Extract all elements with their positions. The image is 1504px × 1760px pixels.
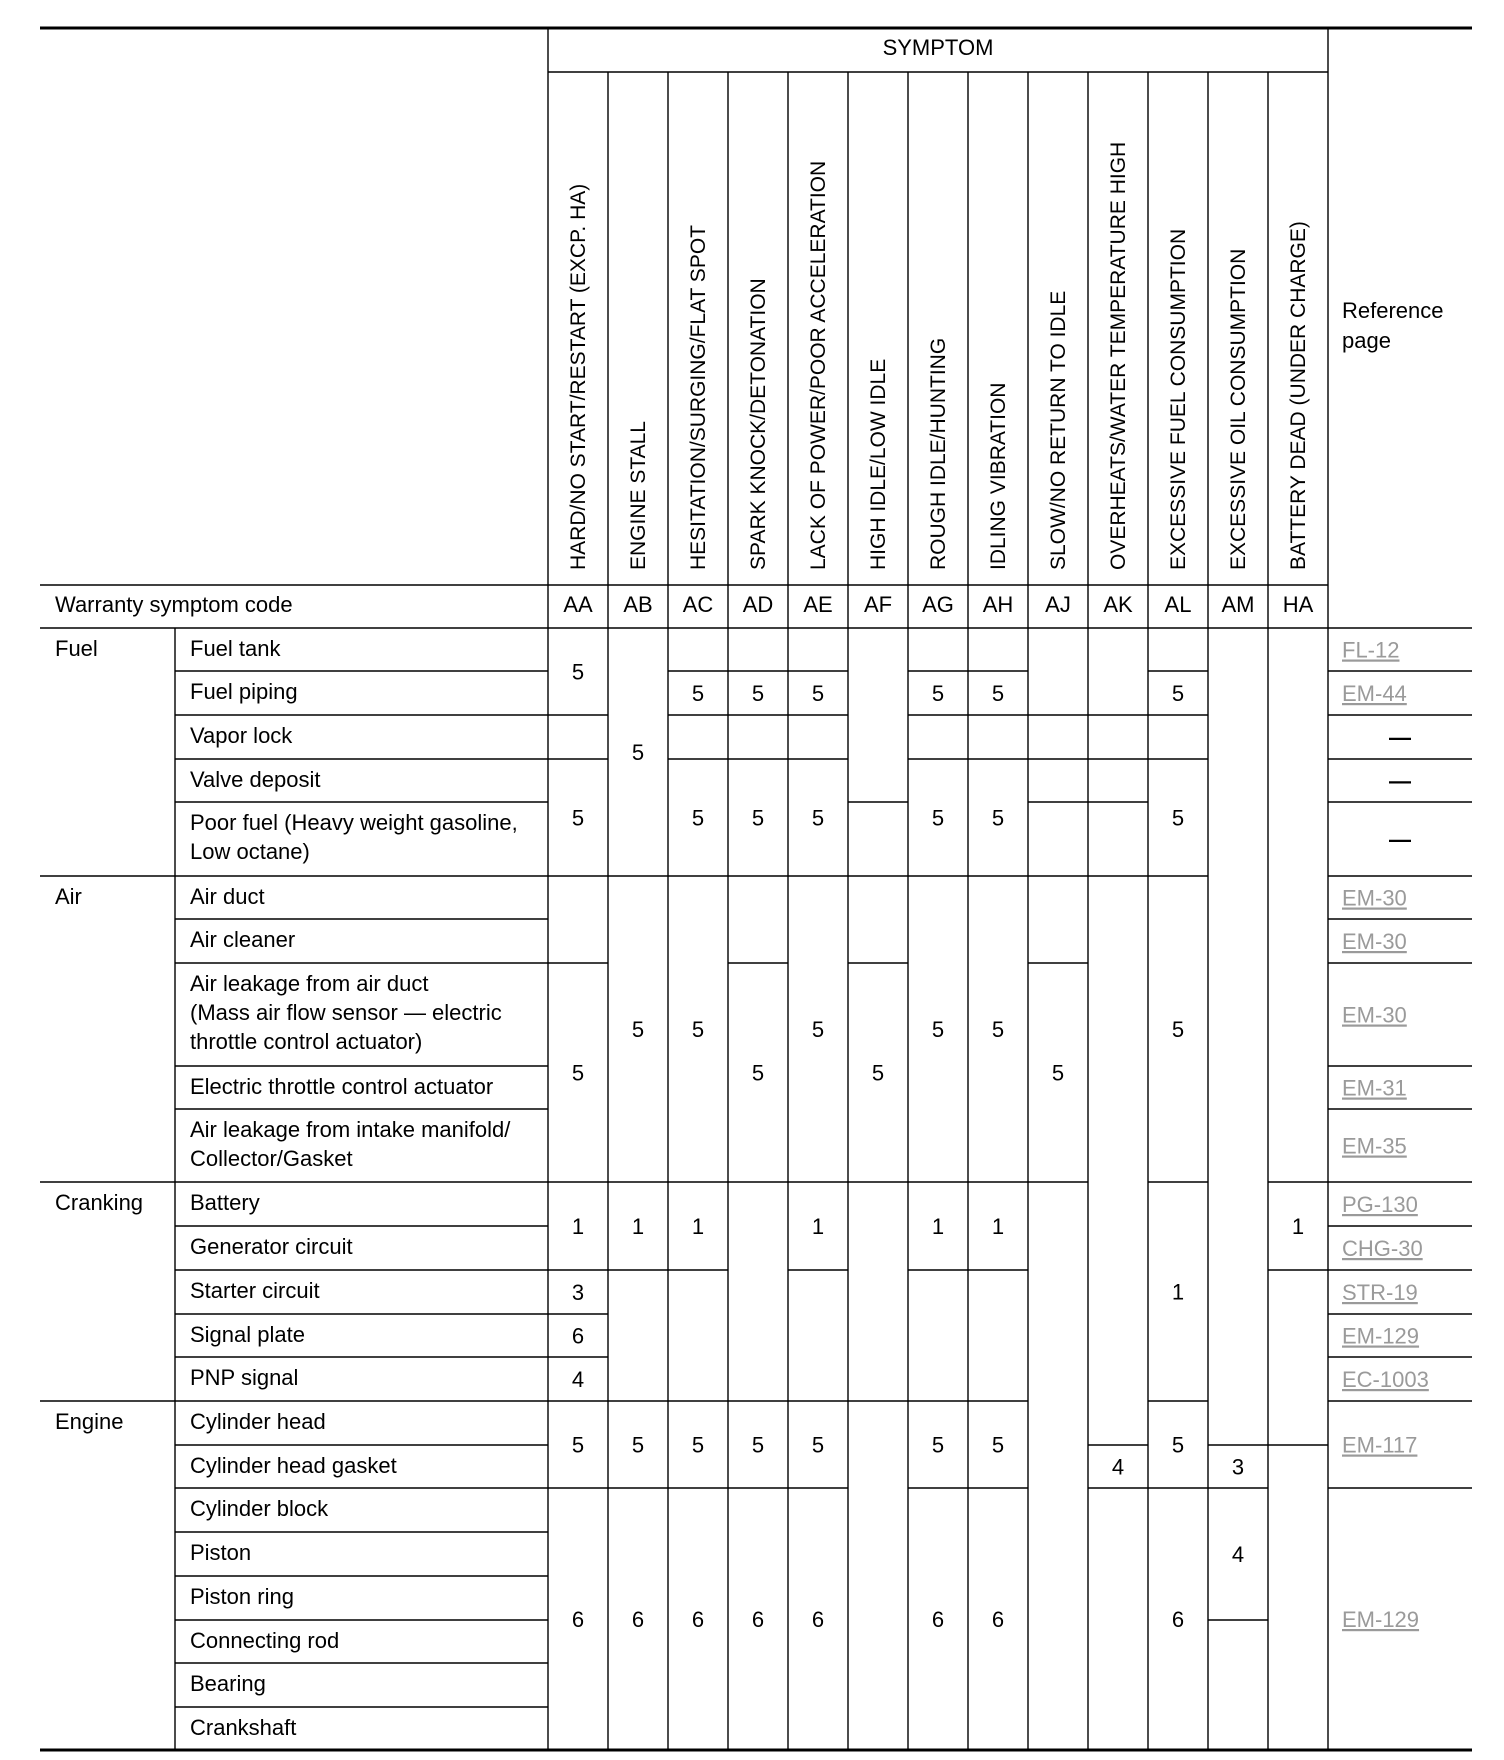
cell-value: 1 xyxy=(811,1214,825,1239)
cell-value: 5 xyxy=(811,1017,825,1042)
symptom-header-ha: BATTERY DEAD (UNDER CHARGE) xyxy=(1287,221,1310,570)
cell-value: 6 xyxy=(751,1607,765,1632)
cell-value: 5 xyxy=(571,1060,585,1086)
cell-value: 5 xyxy=(1051,1060,1065,1086)
reference-link[interactable]: EM-129 xyxy=(1342,1323,1420,1349)
cell-value: 5 xyxy=(631,740,645,765)
reference-dash: — xyxy=(1389,827,1411,852)
symptom-code-al: AL xyxy=(1164,592,1192,617)
cell-value: 4 xyxy=(1111,1454,1125,1480)
cell-value: 5 xyxy=(1171,681,1185,706)
cell-value: 5 xyxy=(1171,1432,1185,1458)
warranty-code-label: Warranty symptom code xyxy=(55,592,293,617)
cell-value: 5 xyxy=(631,1432,645,1458)
cell-value: 5 xyxy=(751,681,765,706)
symptom-code-ah: AH xyxy=(982,592,1014,617)
symptom-header-ag: ROUGH IDLE/HUNTING xyxy=(927,337,950,570)
reference-link[interactable]: EC-1003 xyxy=(1342,1367,1429,1392)
cell-value: 5 xyxy=(871,1060,885,1086)
symptom-header-ac: HESITATION/SURGING/FLAT SPOT xyxy=(687,225,710,570)
item-label: Crankshaft xyxy=(190,1715,297,1740)
item-label: Generator circuit xyxy=(190,1234,353,1259)
symptom-code-ha: HA xyxy=(1282,592,1314,617)
reference-link[interactable]: EM-129 xyxy=(1342,1607,1420,1632)
cell-value: 5 xyxy=(811,681,825,706)
symptom-header-am: EXCESSIVE OIL CONSUMPTION xyxy=(1227,248,1250,570)
item-label: Starter circuit xyxy=(190,1278,320,1303)
symptom-header-ah: IDLING VIBRATION xyxy=(987,382,1010,570)
symptom-code-ab: AB xyxy=(623,592,653,617)
reference-link[interactable]: EM-35 xyxy=(1342,1133,1407,1159)
cell-value: 5 xyxy=(1171,1017,1185,1042)
cell-value: 5 xyxy=(571,805,585,831)
category-engine: Engine xyxy=(55,1409,124,1434)
cell-value: 6 xyxy=(931,1607,945,1632)
reference-link[interactable]: CHG-30 xyxy=(1342,1236,1423,1261)
reference-header: Reference xyxy=(1342,298,1444,323)
cell-value: 5 xyxy=(571,659,585,685)
item-label: Signal plate xyxy=(190,1322,305,1347)
item-label: Collector/Gasket xyxy=(190,1146,353,1171)
reference-link[interactable]: EM-31 xyxy=(1342,1075,1407,1101)
item-label: Bearing xyxy=(190,1671,266,1696)
cell-value: 3 xyxy=(571,1280,585,1305)
item-label: Air leakage from air duct xyxy=(190,971,429,996)
cell-value: 4 xyxy=(571,1367,585,1392)
cell-value: 5 xyxy=(931,681,945,706)
cell-value: 5 xyxy=(571,1432,585,1458)
symptom-header-aa: HARD/NO START/RESTART (EXCP. HA) xyxy=(567,183,590,570)
cell-value: 5 xyxy=(931,805,945,831)
item-label: Connecting rod xyxy=(190,1628,340,1653)
category-cranking: Cranking xyxy=(55,1190,144,1215)
item-label: Air cleaner xyxy=(190,927,296,952)
cell-value: 5 xyxy=(991,1017,1005,1042)
cell-value: 1 xyxy=(631,1214,645,1239)
item-label: Cylinder head gasket xyxy=(190,1453,397,1478)
cell-value: 6 xyxy=(991,1607,1005,1632)
symptom-code-ac: AC xyxy=(682,592,714,617)
symptom-code-af: AF xyxy=(863,592,893,617)
symptom-code-ad: AD xyxy=(742,592,774,617)
item-label: (Mass air flow sensor — electric xyxy=(190,1000,502,1025)
item-label: Battery xyxy=(190,1190,260,1215)
cell-value: 6 xyxy=(571,1607,585,1632)
symptom-code-ag: AG xyxy=(922,592,954,617)
cell-value: 1 xyxy=(571,1214,585,1239)
symptom-header-ad: SPARK KNOCK/DETONATION xyxy=(747,278,770,570)
item-label: Air leakage from intake manifold/ xyxy=(190,1117,511,1142)
symptom-header-ak: OVERHEATS/WATER TEMPERATURE HIGH xyxy=(1107,141,1130,570)
item-label: Cylinder head xyxy=(190,1409,326,1434)
cell-value: 4 xyxy=(1231,1542,1245,1567)
symptom-header-al: EXCESSIVE FUEL CONSUMPTION xyxy=(1167,228,1190,570)
item-label: Electric throttle control actuator xyxy=(190,1074,494,1099)
cell-value: 1 xyxy=(1171,1279,1185,1305)
cell-value: 5 xyxy=(751,1432,765,1458)
category-air: Air xyxy=(55,884,82,909)
item-label: Low octane) xyxy=(190,839,310,864)
reference-link[interactable]: PG-130 xyxy=(1342,1192,1418,1217)
item-label: Cylinder block xyxy=(190,1496,329,1521)
item-label: PNP signal xyxy=(190,1365,299,1390)
cell-value: 1 xyxy=(1291,1214,1305,1239)
cell-value: 5 xyxy=(691,1017,705,1042)
cell-value: 5 xyxy=(991,1432,1005,1458)
cell-value: 5 xyxy=(1171,805,1185,831)
reference-link[interactable]: EM-44 xyxy=(1342,681,1407,706)
item-label: Poor fuel (Heavy weight gasoline, xyxy=(190,810,518,835)
cell-value: 6 xyxy=(1171,1607,1185,1632)
symptom-code-ak: AK xyxy=(1103,592,1133,617)
cell-value: 5 xyxy=(811,1432,825,1458)
symptom-header-ae: LACK OF POWER/POOR ACCELERATION xyxy=(807,160,830,570)
cell-value: 5 xyxy=(811,805,825,831)
reference-link[interactable]: FL-12 xyxy=(1342,637,1400,663)
item-label: Piston ring xyxy=(190,1584,294,1609)
cell-value: 5 xyxy=(991,805,1005,831)
cell-value: 5 xyxy=(931,1432,945,1458)
item-label: Fuel tank xyxy=(190,636,281,661)
item-label: Fuel piping xyxy=(190,679,298,704)
cell-value: 6 xyxy=(811,1607,825,1632)
item-label: throttle control actuator) xyxy=(190,1029,423,1054)
cell-value: 3 xyxy=(1231,1454,1245,1480)
symptom-header-af: HIGH IDLE/LOW IDLE xyxy=(867,358,890,570)
reference-header: page xyxy=(1342,328,1391,353)
cell-value: 1 xyxy=(691,1214,705,1239)
category-fuel: Fuel xyxy=(55,636,98,661)
cell-value: 5 xyxy=(691,1432,705,1458)
reference-link[interactable]: EM-30 xyxy=(1342,885,1407,911)
reference-link[interactable]: EM-117 xyxy=(1342,1432,1418,1458)
cell-value: 6 xyxy=(631,1607,645,1632)
symptom-code-aj: AJ xyxy=(1045,592,1071,617)
reference-dash: — xyxy=(1389,725,1411,750)
item-label: Air duct xyxy=(190,884,265,909)
cell-value: 5 xyxy=(751,1060,765,1086)
cell-value: 5 xyxy=(691,805,705,831)
cell-value: 5 xyxy=(931,1017,945,1042)
symptom-header-aj: SLOW/NO RETURN TO IDLE xyxy=(1047,290,1070,570)
symptom-code-am: AM xyxy=(1221,592,1255,617)
symptom-title: SYMPTOM xyxy=(882,35,994,60)
symptom-header-ab: ENGINE STALL xyxy=(627,421,650,570)
cell-value: 1 xyxy=(991,1214,1005,1239)
cell-value: 5 xyxy=(751,805,765,831)
cell-value: 5 xyxy=(991,681,1005,706)
reference-dash: — xyxy=(1389,768,1411,794)
cell-value: 5 xyxy=(691,681,705,706)
reference-link[interactable]: EM-30 xyxy=(1342,1002,1407,1028)
item-label: Vapor lock xyxy=(190,723,293,748)
reference-link[interactable]: EM-30 xyxy=(1342,929,1407,954)
item-label: Valve deposit xyxy=(190,767,321,792)
cell-value: 6 xyxy=(571,1323,585,1349)
cell-value: 6 xyxy=(691,1607,705,1632)
symptom-code-aa: AA xyxy=(563,592,593,617)
cell-value: 1 xyxy=(931,1214,945,1239)
table-text xyxy=(55,35,1444,1740)
reference-link[interactable]: STR-19 xyxy=(1342,1280,1418,1305)
symptom-code-ae: AE xyxy=(803,592,833,617)
cell-value: 5 xyxy=(631,1017,645,1042)
item-label: Piston xyxy=(190,1540,252,1565)
